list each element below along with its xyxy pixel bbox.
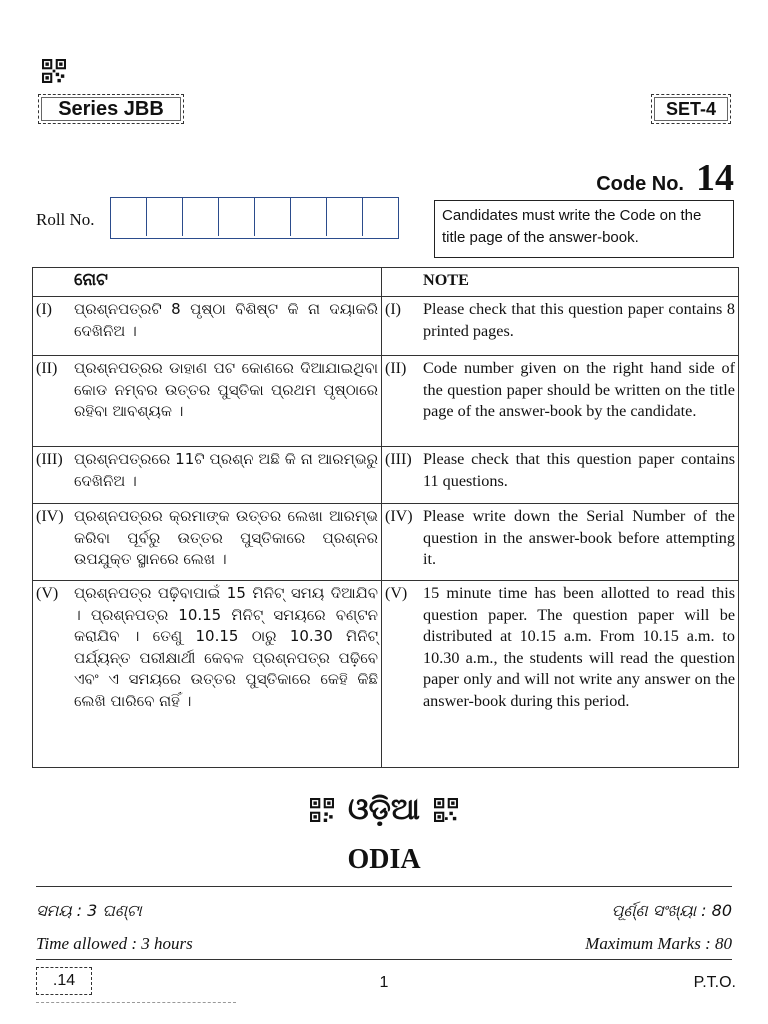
roll-box[interactable]: [219, 198, 255, 236]
note-row-odia: (III) ପ୍ରଶ୍ନପତ୍ରରେ 11ଟି ପ୍ରଶ୍ନ ଅଛି କି ନା ଆରମ୍ଭରୁ ଦେଖିନିଅ ।: [33, 447, 382, 504]
subject-title-odia: ଓଡ଼ିଆ: [348, 792, 420, 827]
qr-code-icon: [42, 59, 66, 83]
series-label: Series JBB: [38, 94, 184, 124]
qr-code-icon: [310, 798, 334, 822]
roll-box[interactable]: [363, 198, 398, 236]
roll-box[interactable]: [291, 198, 327, 236]
max-marks-odia: ପୂର୍ଣ୍ଣ ସଂଖ୍ୟା : 80: [611, 901, 732, 920]
qr-code-icon: [434, 798, 458, 822]
note-row-odia: (IV) ପ୍ରଶ୍ନପତ୍ରର କ୍ରମାଙ୍କ ଉତ୍ତର ଲେଖା ଆରମ୍ଭ କରିବା ପୂର୍ବରୁ ଉତ୍ତର ପୁସ୍ତିକାରେ ପ୍ରଶ୍ନର ଉପଯୁକ୍ତ ସ୍ଥାନରେ ଲେଖ ।: [33, 504, 382, 581]
divider: [36, 886, 732, 887]
footer-code: .14: [36, 967, 92, 995]
roll-number-boxes[interactable]: [110, 197, 399, 239]
subject-title-english: ODIA: [347, 844, 421, 875]
roll-box[interactable]: [255, 198, 291, 236]
note-row-odia: (I) ପ୍ରଶ୍ନପତ୍ରଟି 8 ପୃଷ୍ଠା ବିଶିଷ୍ଟ କି ନା ଦୟାକରି ଦେଖିନିଅ ।: [33, 297, 382, 356]
instructions-table: [32, 267, 739, 768]
set-label: SET-4: [651, 94, 731, 124]
roll-number-label: Roll No.: [36, 210, 95, 229]
pto-label: P.T.O.: [693, 974, 736, 991]
roll-box[interactable]: [111, 198, 147, 236]
code-value: 14: [696, 157, 734, 199]
note-row-en: (II) Code number given on the right hand side of the question paper should be written on the title page of the answer-book by the candidate.: [382, 356, 739, 447]
divider: [36, 959, 732, 960]
time-allowed-en: Time allowed : 3 hours: [36, 934, 193, 953]
candidate-instruction-box: Candidates must write the Code on the title page of the answer-book.: [434, 200, 734, 258]
note-header-odia: ନୋଟ: [74, 270, 108, 290]
code-number: [596, 156, 732, 200]
roll-box[interactable]: [183, 198, 219, 236]
note-row-en: (I) Please check that this question paper contains 8 printed pages.: [382, 297, 739, 356]
subject-title-row: [0, 792, 768, 827]
note-row-en: (IV) Please write down the Serial Number of the question in the answer-book before attempting it.: [382, 504, 739, 581]
roll-box[interactable]: [327, 198, 363, 236]
note-row-odia: (II) ପ୍ରଶ୍ନପତ୍ରର ଡାହାଣ ପଟ କୋଣରେ ଦିଆଯାଇଥିବା କୋଡ ନମ୍ବର ଉତ୍ତର ପୁସ୍ତିକା ପ୍ରଥମ ପୃଷ୍ଠାରେ ରହିବା ଆବଶ୍ୟକ ।: [33, 356, 382, 447]
roll-box[interactable]: [147, 198, 183, 236]
note-row-en: (III) Please check that this question paper contains 11 questions.: [382, 447, 739, 504]
code-label: Code No.: [596, 173, 684, 195]
page-number: 1: [379, 974, 389, 991]
time-allowed-odia: ସମୟ : 3 ଘଣ୍ଟା: [36, 901, 142, 920]
note-row-odia: (V) ପ୍ରଶ୍ନପତ୍ର ପଢ଼ିବାପାଇଁ 15 ମିନିଟ୍ ସମୟ ଦିଆଯିବ । ପ୍ରଶ୍ନପତ୍ର 10.15 ମିନିଟ୍ ସମୟରେ ବଣ୍ଟନ କରାଯିବ । ତେଣୁ 10.15 ଠାରୁ 10.30 ମିନିଟ୍ ପର୍ଯ୍ୟନ୍ତ ପରୀକ୍ଷାର୍ଥୀ କେବଳ ପ୍ରଶ୍ନପତ୍ର ପଢ଼ିବେ ଏବଂ ଏ ସମୟରେ ଉତ୍ତର ପୁସ୍ତିକାରେ କେହି କିଛି ଲେଖି ପାରିବେ ନାହିଁ ।: [33, 581, 382, 768]
note-row-en: (V) 15 minute time has been allotted to read this question paper. The question paper will be distributed at 10.15 a.m. From 10.15 a.m. to 10.30 a.m., the students will read the question paper only and will not write any answer on the answer-book during this period.: [382, 581, 739, 768]
max-marks-en: Maximum Marks : 80: [585, 934, 732, 953]
note-header-en: NOTE: [423, 271, 469, 289]
divider: [36, 1002, 236, 1003]
